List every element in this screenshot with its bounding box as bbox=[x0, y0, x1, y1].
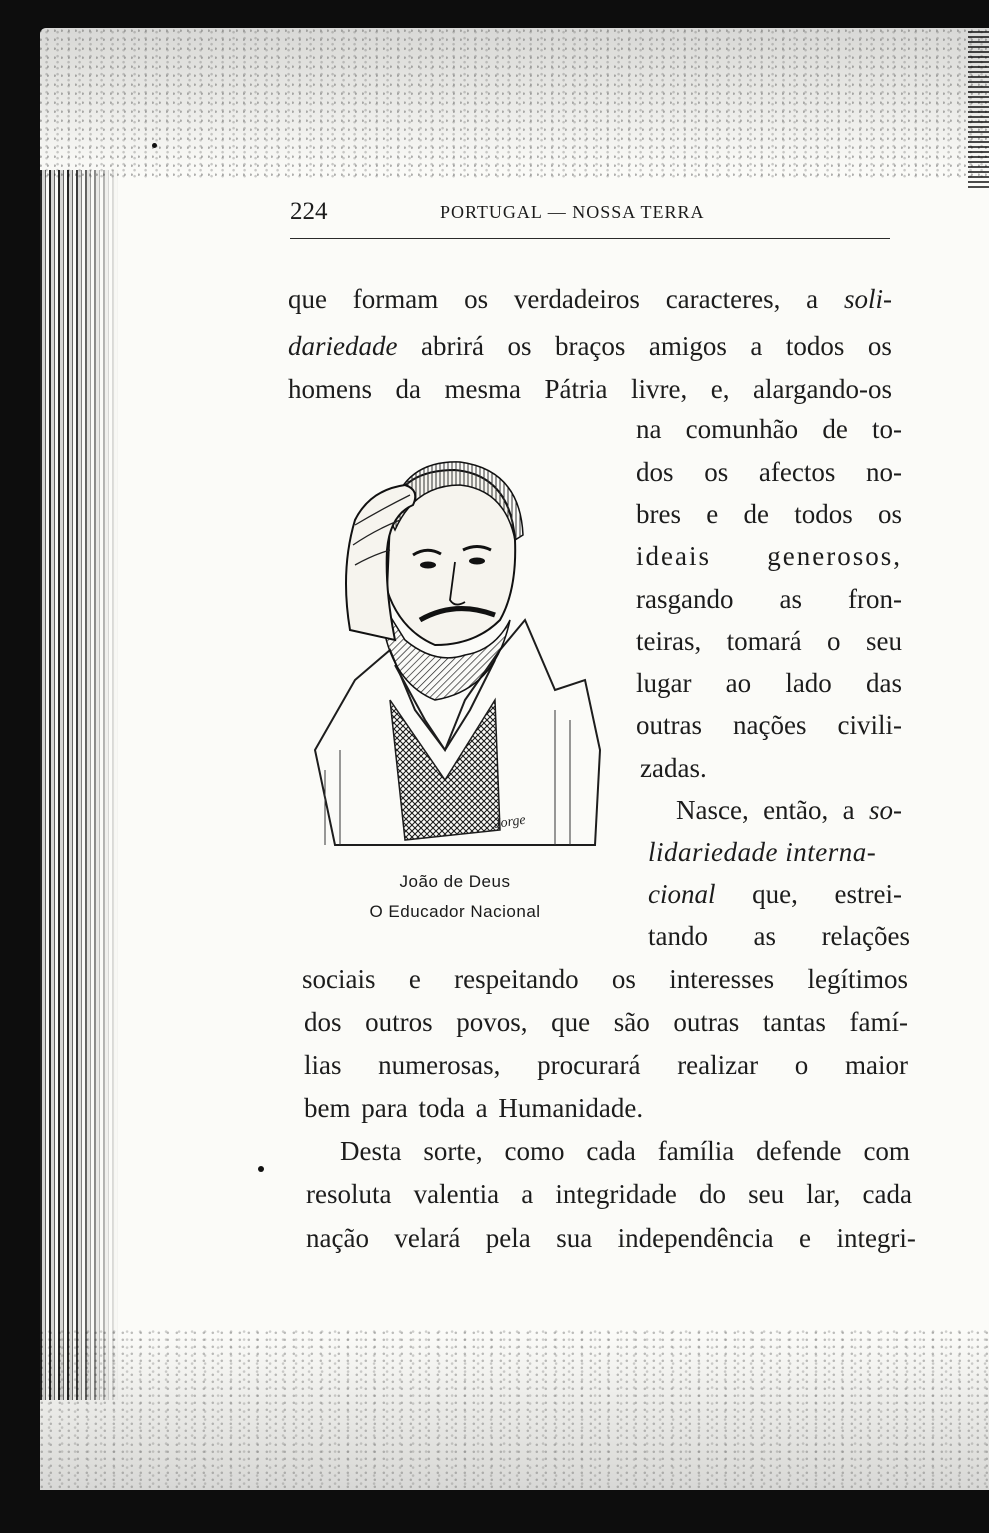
running-title: PORTUGAL — NOSSA TERRA bbox=[440, 202, 705, 222]
text-line-2: dariedade abrirá os braços amigos a todos os bbox=[288, 331, 892, 361]
text-line-10: nação velará pela sua independência e integri- bbox=[306, 1223, 916, 1253]
side-line-12: cional que, estrei- bbox=[648, 879, 902, 909]
page-edge-left bbox=[40, 170, 120, 1400]
side-line-13: tando as relações bbox=[648, 921, 910, 951]
side-line-6: teiras, tomará o seu bbox=[636, 626, 902, 656]
text-line-5: dos outros povos, que são outras tantas famí- bbox=[304, 1007, 908, 1037]
side-line-8: outras nações civili- bbox=[636, 710, 902, 740]
text-line-9: resoluta valentia a integridade do seu lar, cada bbox=[306, 1179, 912, 1209]
portrait-illustration bbox=[295, 450, 605, 865]
side-line-9: zadas. bbox=[640, 753, 707, 783]
text-line-4: sociais e respeitando os interesses legítimos bbox=[302, 964, 908, 994]
side-line-10: Nasce, então, a so- bbox=[676, 795, 902, 825]
scan-noise-bottom bbox=[40, 1330, 989, 1490]
side-line-1: na comunhão de to- bbox=[636, 414, 902, 444]
page-number: 224 bbox=[290, 198, 328, 225]
side-line-3: bres e de todos os bbox=[636, 499, 902, 529]
text-line-8: Desta sorte, como cada família defende com bbox=[340, 1136, 910, 1166]
portrait-signature: Jorge bbox=[493, 812, 527, 832]
text-line-7: bem para toda a Humanidade. bbox=[304, 1093, 644, 1123]
text-line-3: homens da mesma Pátria livre, e, alargando-os bbox=[288, 374, 892, 404]
page-edge-right bbox=[968, 28, 989, 188]
side-line-2: dos os afectos no- bbox=[636, 457, 902, 487]
text-line-6: lias numerosas, procurará realizar o maior bbox=[304, 1050, 908, 1080]
scan-speck bbox=[258, 1166, 264, 1172]
side-line-5: rasgando as fron- bbox=[636, 584, 902, 614]
figure-caption-name: João de Deus bbox=[399, 872, 511, 891]
side-line-7: lugar ao lado das bbox=[636, 668, 902, 698]
side-line-4: ideais generosos, bbox=[636, 541, 902, 571]
page-header bbox=[290, 198, 890, 230]
scan-speck bbox=[152, 143, 157, 148]
side-line-11: lidariedade interna- bbox=[648, 837, 877, 867]
scan-noise-top bbox=[40, 28, 989, 178]
header-rule bbox=[290, 238, 890, 239]
text-line-1: que formam os verdadeiros caracteres, a soli- bbox=[288, 284, 892, 314]
figure-caption-title: O Educador Nacional bbox=[369, 902, 541, 921]
